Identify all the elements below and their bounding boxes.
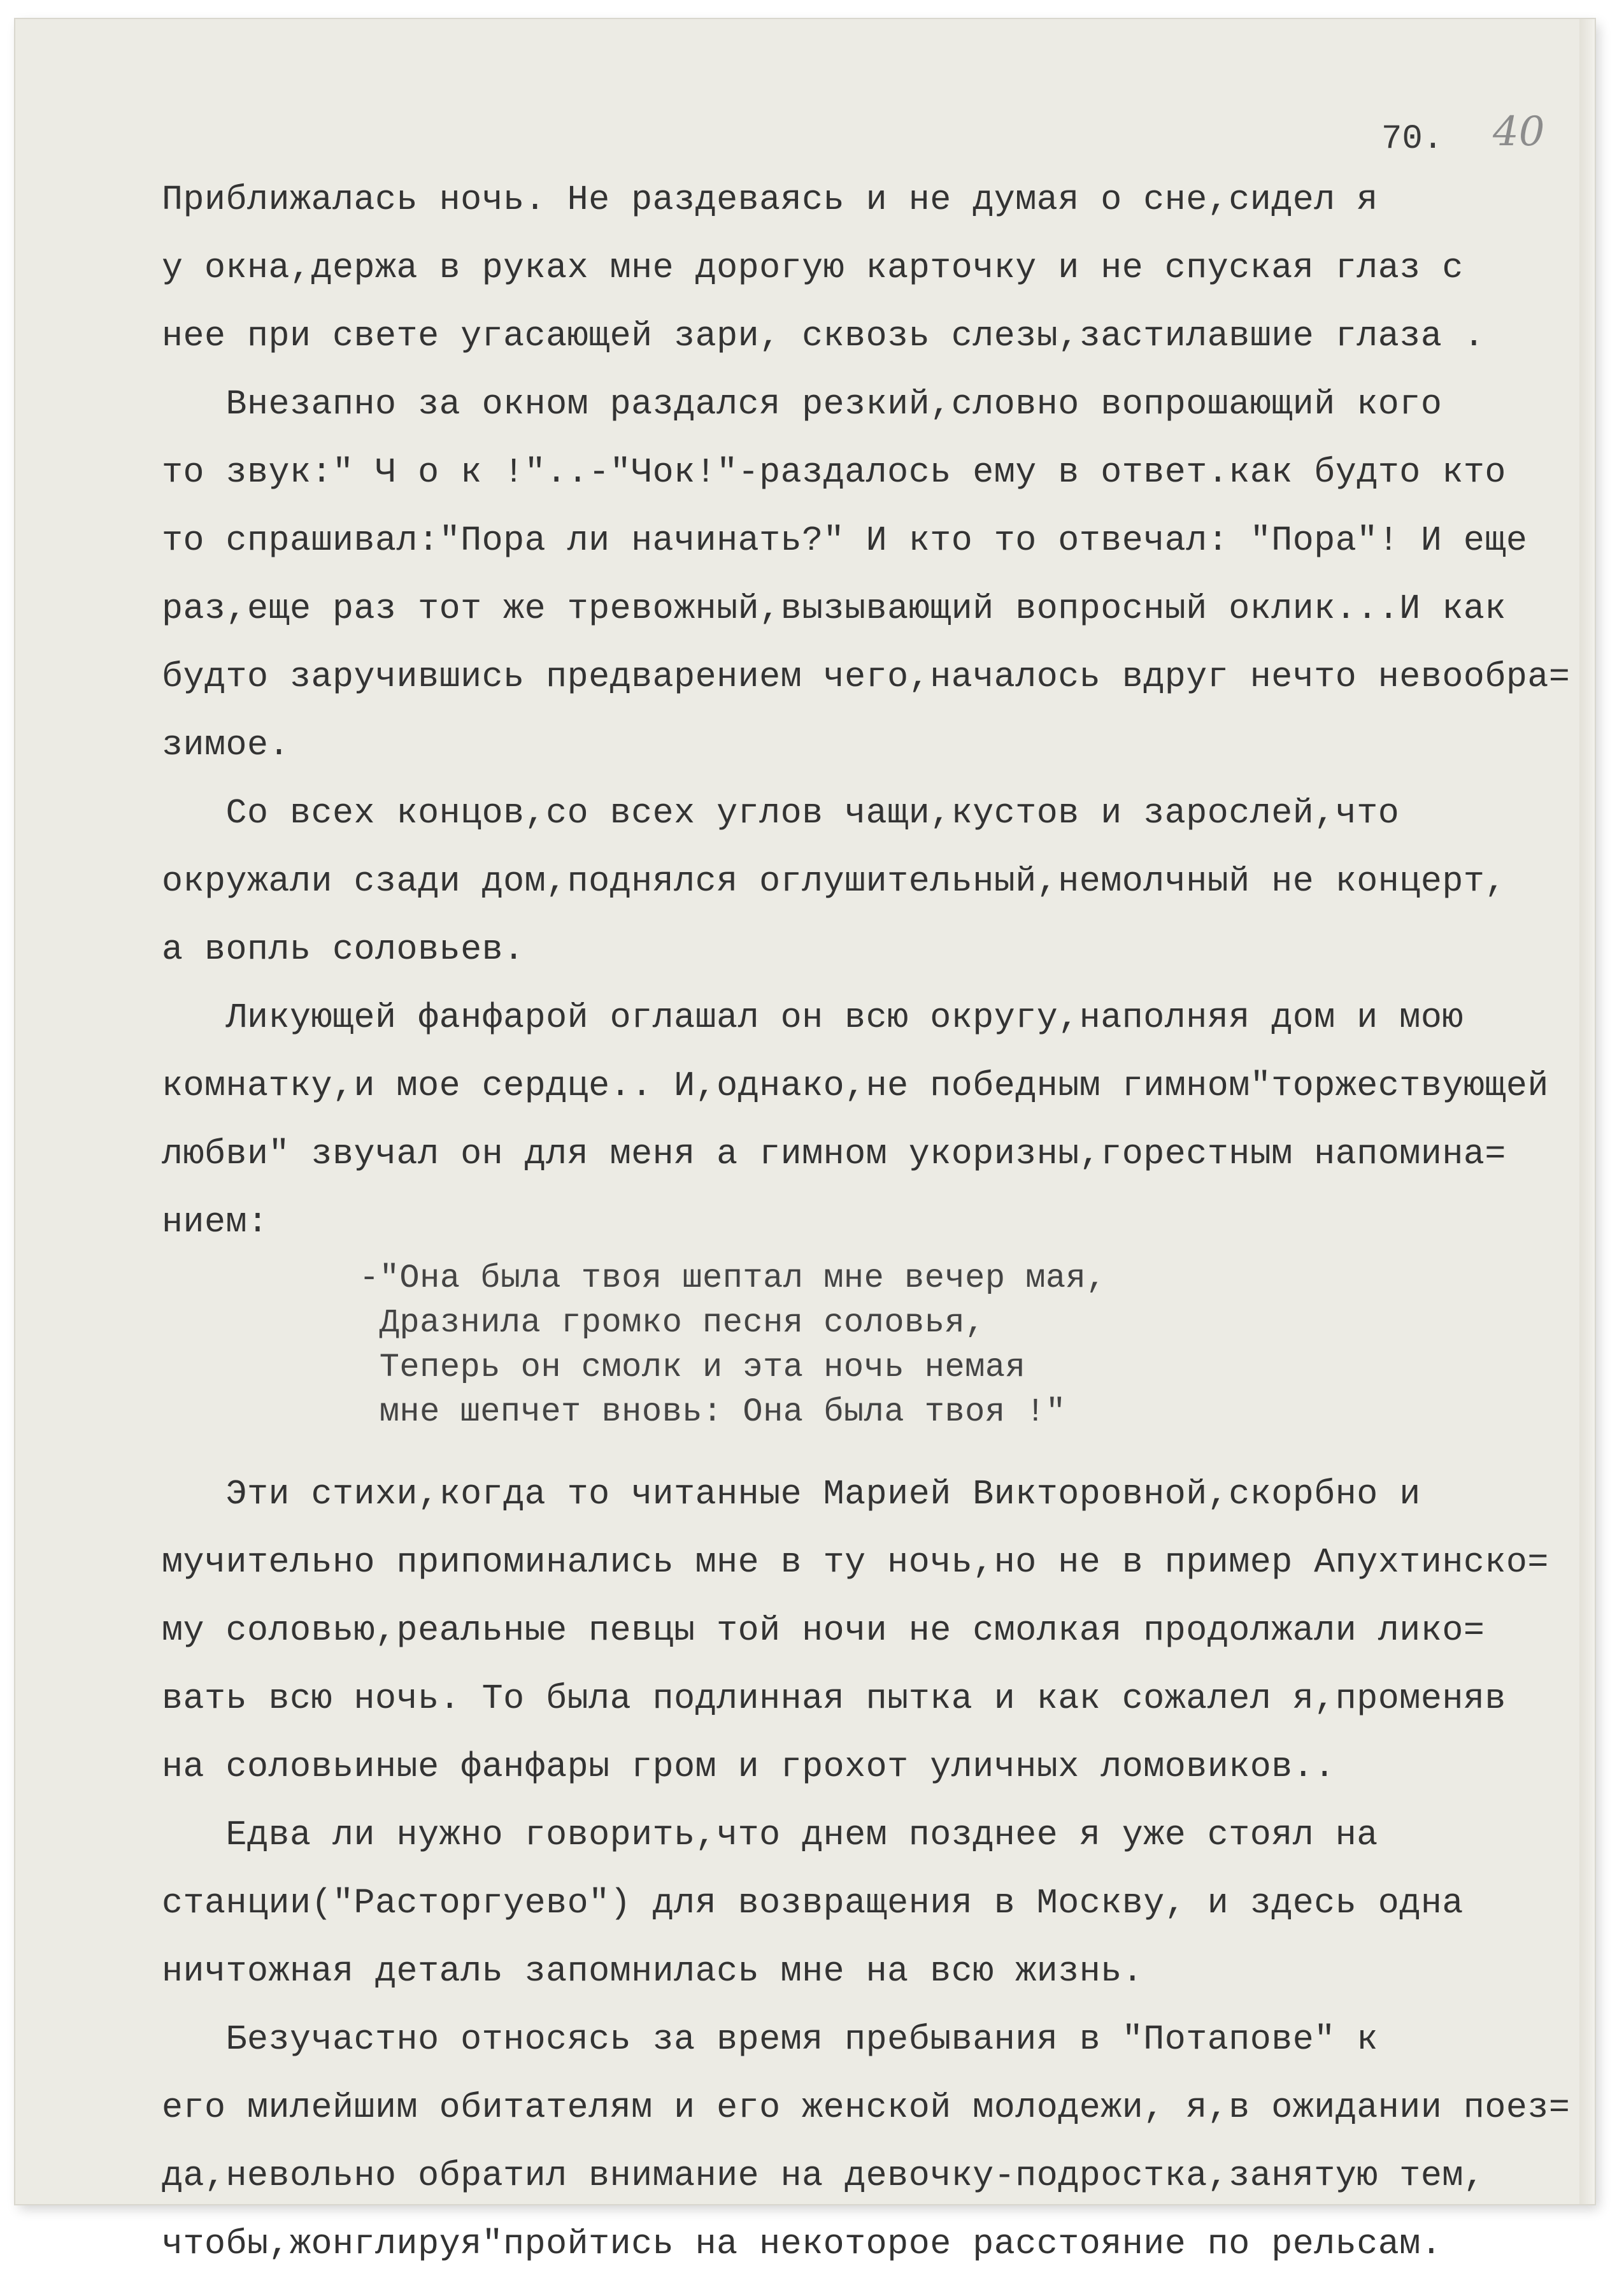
text-line: то спрашивал:"Пора ли начинать?" И кто то отвечал: "Пора"! И еще: [162, 520, 1528, 561]
text-line: комнатку,и мое сердце.. И,однако,не победным гимном"торжествующей: [162, 1066, 1549, 1106]
text-line: да,невольно обратил внимание на девочку-подростка,занятую тем,: [162, 2156, 1485, 2196]
poem-line: Теперь он смолк и эта ночь немая: [359, 1349, 1026, 1386]
text-line: Внезапно за окном раздался резкий,словно вопрошающий кого: [162, 384, 1442, 424]
poem-line: Дразнила громко песня соловья,: [359, 1304, 985, 1342]
text-line: его милейшим обитателям и его женской молодежи, я,в ожидании поез=: [162, 2088, 1571, 2128]
typewritten-text: [162, 166, 1571, 2278]
text-line: любви" звучал он для меня а гимном укоризны,горестным напомина=: [162, 1134, 1506, 1174]
text-line: Эти стихи,когда то читанные Марией Викторовной,скорбно и: [162, 1474, 1421, 1514]
text-line: окружали сзади дом,поднялся оглушительный,немолчный не концерт,: [162, 861, 1506, 901]
text-line: а вопль соловьев.: [162, 929, 525, 970]
text-line: вать всю ночь. То была подлинная пытка и как сожалел я,променяв: [162, 1679, 1506, 1719]
text-line: у окна,держа в руках мне дорогую карточку и не спуская глаз с: [162, 248, 1464, 288]
text-line: раз,еще раз тот же тревожный,вызывающий вопросный оклик...И как: [162, 589, 1506, 629]
text-line: будто заручившись предварением чего,началось вдруг нечто невообра=: [162, 657, 1571, 697]
poem-line: -"Она была твоя шептал мне вечер мая,: [359, 1259, 1107, 1297]
text-line: чтобы,жонглируя"пройтись на некоторое расстояние по рельсам.: [162, 2224, 1442, 2264]
text-line: на соловьиные фанфары гром и грохот уличных ломовиков..: [162, 1747, 1336, 1787]
text-line: Едва ли нужно говорить,что днем позднее я уже стоял на: [162, 1815, 1378, 1855]
text-line: станции("Расторгуево") для возвращения в Москву, и здесь одна: [162, 1883, 1464, 1923]
pencil-page-number: 40: [1493, 108, 1545, 155]
page-number: 70.: [1381, 120, 1444, 159]
poem-line: мне шепчет вновь: Она была твоя !": [359, 1393, 1066, 1431]
text-line: зимое.: [162, 725, 290, 765]
text-line: Безучастно относясь за время пребывания в "Потапове" к: [162, 2019, 1378, 2060]
paragraph-gap: [162, 1435, 1550, 1460]
text-line: Ликующей фанфарой оглашал он всю округу,наполняя дом и мою: [162, 998, 1464, 1038]
text-line: Со всех концов,со всех углов чащи,кустов и зарослей,что: [162, 793, 1400, 833]
text-line: нее при свете угасающей зари, сквозь слезы,застилавшие глаза .: [162, 316, 1485, 356]
text-line: нием:: [162, 1202, 269, 1242]
text-line: то звук:" Ч о к !"..-"Чок!"-раздалось ему в ответ.как будто кто: [162, 452, 1506, 492]
text-line: Приближалась ночь. Не раздеваясь и не думая о сне,сидел я: [162, 180, 1378, 220]
text-line: му соловью,реальные певцы той ночи не смолкая продолжали лико=: [162, 1610, 1485, 1651]
page-edge: [1579, 19, 1595, 2204]
text-line: мучительно припоминались мне в ту ночь,но не в пример Апухтинско=: [162, 1542, 1549, 1582]
poem-quote: [359, 1256, 1550, 1435]
text-line: ничтожная деталь запомнилась мне на всю жизнь.: [162, 1951, 1144, 1991]
